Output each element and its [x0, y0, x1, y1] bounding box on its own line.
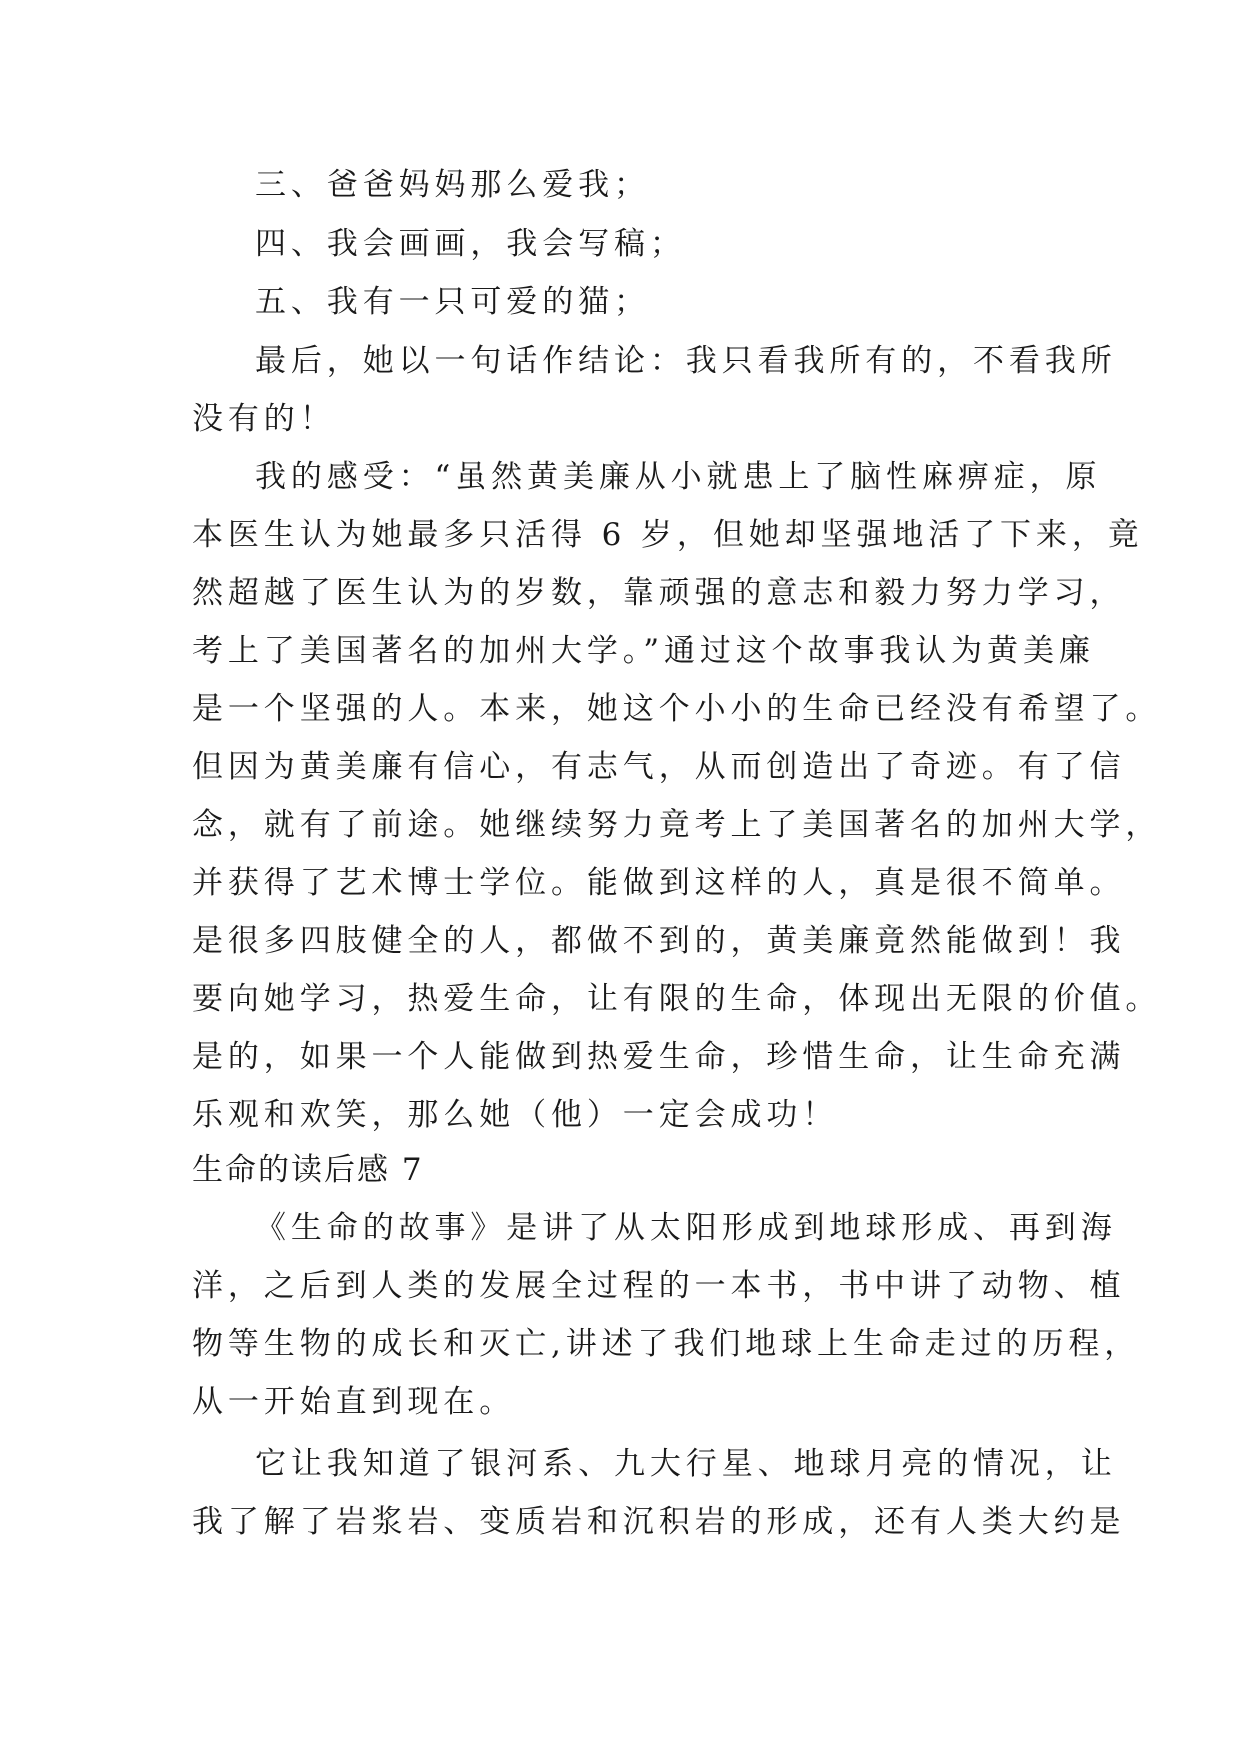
paragraph-line: 本医生认为她最多只活得 6 岁，但她却坚强地活了下来，竟 — [192, 517, 1144, 553]
paragraph-line: 考上了美国著名的加州大学。”通过这个故事我认为黄美廉 — [192, 633, 1095, 669]
paragraph-line: 物等生物的成长和灭亡,讲述了我们地球上生命走过的历程， — [192, 1326, 1141, 1362]
list-item-five: 五、我有一只可爱的猫； — [255, 284, 650, 320]
paragraph-line: 我的感受：“虽然黄美廉从小就患上了脑性麻痹症，原 — [255, 459, 1102, 495]
paragraph-line: 并获得了艺术博士学位。能做到这样的人，真是很不简单。 — [192, 865, 1126, 901]
paragraph-line: 是的，如果一个人能做到热爱生命，珍惜生命，让生命充满 — [192, 1039, 1126, 1075]
list-item-three: 三、爸爸妈妈那么爱我； — [255, 167, 650, 203]
paragraph-line: 乐观和欢笑，那么她（他）一定会成功！ — [192, 1097, 839, 1133]
paragraph-line: 洋，之后到人类的发展全过程的一本书，书中讲了动物、植 — [192, 1268, 1126, 1304]
paragraph-line: 《生命的故事》是讲了从太阳形成到地球形成、再到海 — [255, 1210, 1117, 1246]
paragraph-line: 最后，她以一句话作结论：我只看我所有的，不看我所 — [255, 343, 1117, 379]
section-heading: 生命的读后感 7 — [192, 1152, 424, 1188]
paragraph-line: 我了解了岩浆岩、变质岩和沉积岩的形成，还有人类大约是 — [192, 1504, 1126, 1540]
paragraph-line: 是很多四肢健全的人，都做不到的，黄美廉竟然能做到！我 — [192, 923, 1126, 959]
paragraph-line: 念，就有了前途。她继续努力竟考上了美国著名的加州大学， — [192, 807, 1162, 843]
paragraph-line: 从一开始直到现在。 — [192, 1384, 516, 1420]
paragraph-line: 它让我知道了银河系、九大行星、地球月亮的情况，让 — [255, 1446, 1117, 1482]
paragraph-line: 是一个坚强的人。本来，她这个小小的生命已经没有希望了。 — [192, 691, 1162, 727]
list-item-four: 四、我会画画，我会写稿； — [255, 226, 686, 262]
paragraph-line: 然超越了医生认为的岁数，靠顽强的意志和毅力努力学习， — [192, 575, 1126, 611]
paragraph-line: 没有的！ — [192, 401, 336, 437]
paragraph-line: 要向她学习，热爱生命，让有限的生命，体现出无限的价值。 — [192, 981, 1162, 1017]
paragraph-line: 但因为黄美廉有信心，有志气，从而创造出了奇迹。有了信 — [192, 749, 1126, 785]
